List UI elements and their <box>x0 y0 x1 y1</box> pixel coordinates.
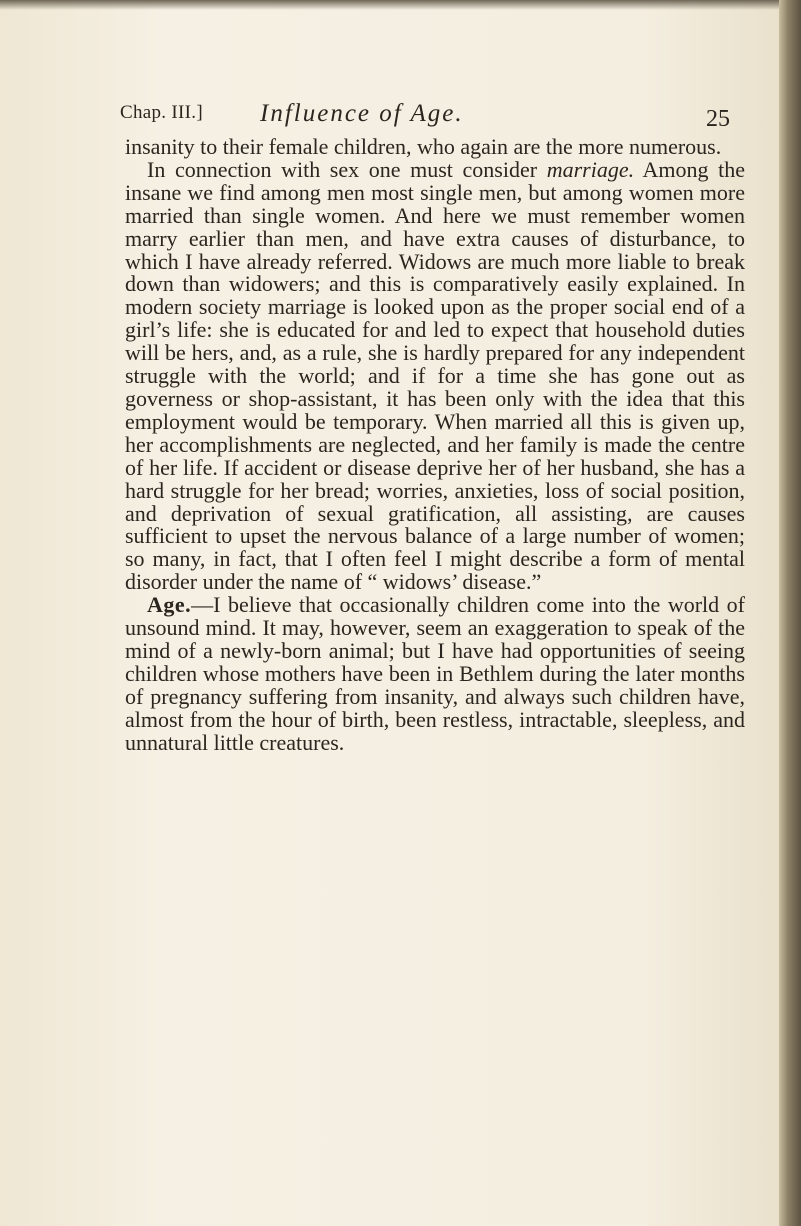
paragraph-3 <box>125 594 745 754</box>
paragraph-2 <box>125 156 745 595</box>
chapter-label: Chap. III.] <box>120 102 203 123</box>
top-edge-shadow <box>0 0 801 10</box>
paragraph-1: insanity to their female children, who again are the more numerous. <box>125 134 722 159</box>
paragraph-3-rest: —I believe that occasionally children come into the world of unsound mind. It may, however, seem an exaggeration to speak of the mind of a newly-born animal; but I have had opportunities of seeing children whose mothers have been in Bethlem during the later months of pregnancy suffering from insanity, and always such children have, almost from the hour of birth, been restless, intractable, sleepless, and unnatural little creatures. <box>125 592 745 755</box>
body-text <box>125 136 745 754</box>
binding-edge <box>779 0 801 1226</box>
section-heading-age: Age. <box>147 592 192 618</box>
running-head <box>120 102 730 138</box>
marriage-term: marriage. <box>546 156 635 182</box>
paragraph-2-start: In connection with sex one must consider <box>147 156 547 182</box>
page-number: 25 <box>706 106 730 132</box>
running-title: Influence of Age. <box>260 100 464 127</box>
paragraph-2-rest: Among the insane we find among men most single men, but among women more married than single women. And here we must remember women marry earlier than men, and have extra causes of disturbance, to which I have already referred. Widows are much more liable to break down than widowers; and this is comparatively easily explained. In modern society marriage is looked upon as the proper social end of a girl’s life: she is educated for and led to expect that household duties will be hers, and, as a rule, she is hardly prepared for any independent struggle with the world; and if for a time she has gone out as governess or shop-assistant, it has been only with the idea that this employment would be temporary. When married all this is given up, her accomplishments are neglected, and her family is made the centre of her life. If accident or disease deprive her of her husband, she has a hard struggle for her bread; worries, anxieties, loss of social position, and deprivation of sexual gratification, all assisting, are causes sufficient to upset the nervous balance of a large number of women; so many, in fact, that I often feel I might describe a form of mental disorder under the name of “ widows’ disease.” <box>125 156 745 595</box>
